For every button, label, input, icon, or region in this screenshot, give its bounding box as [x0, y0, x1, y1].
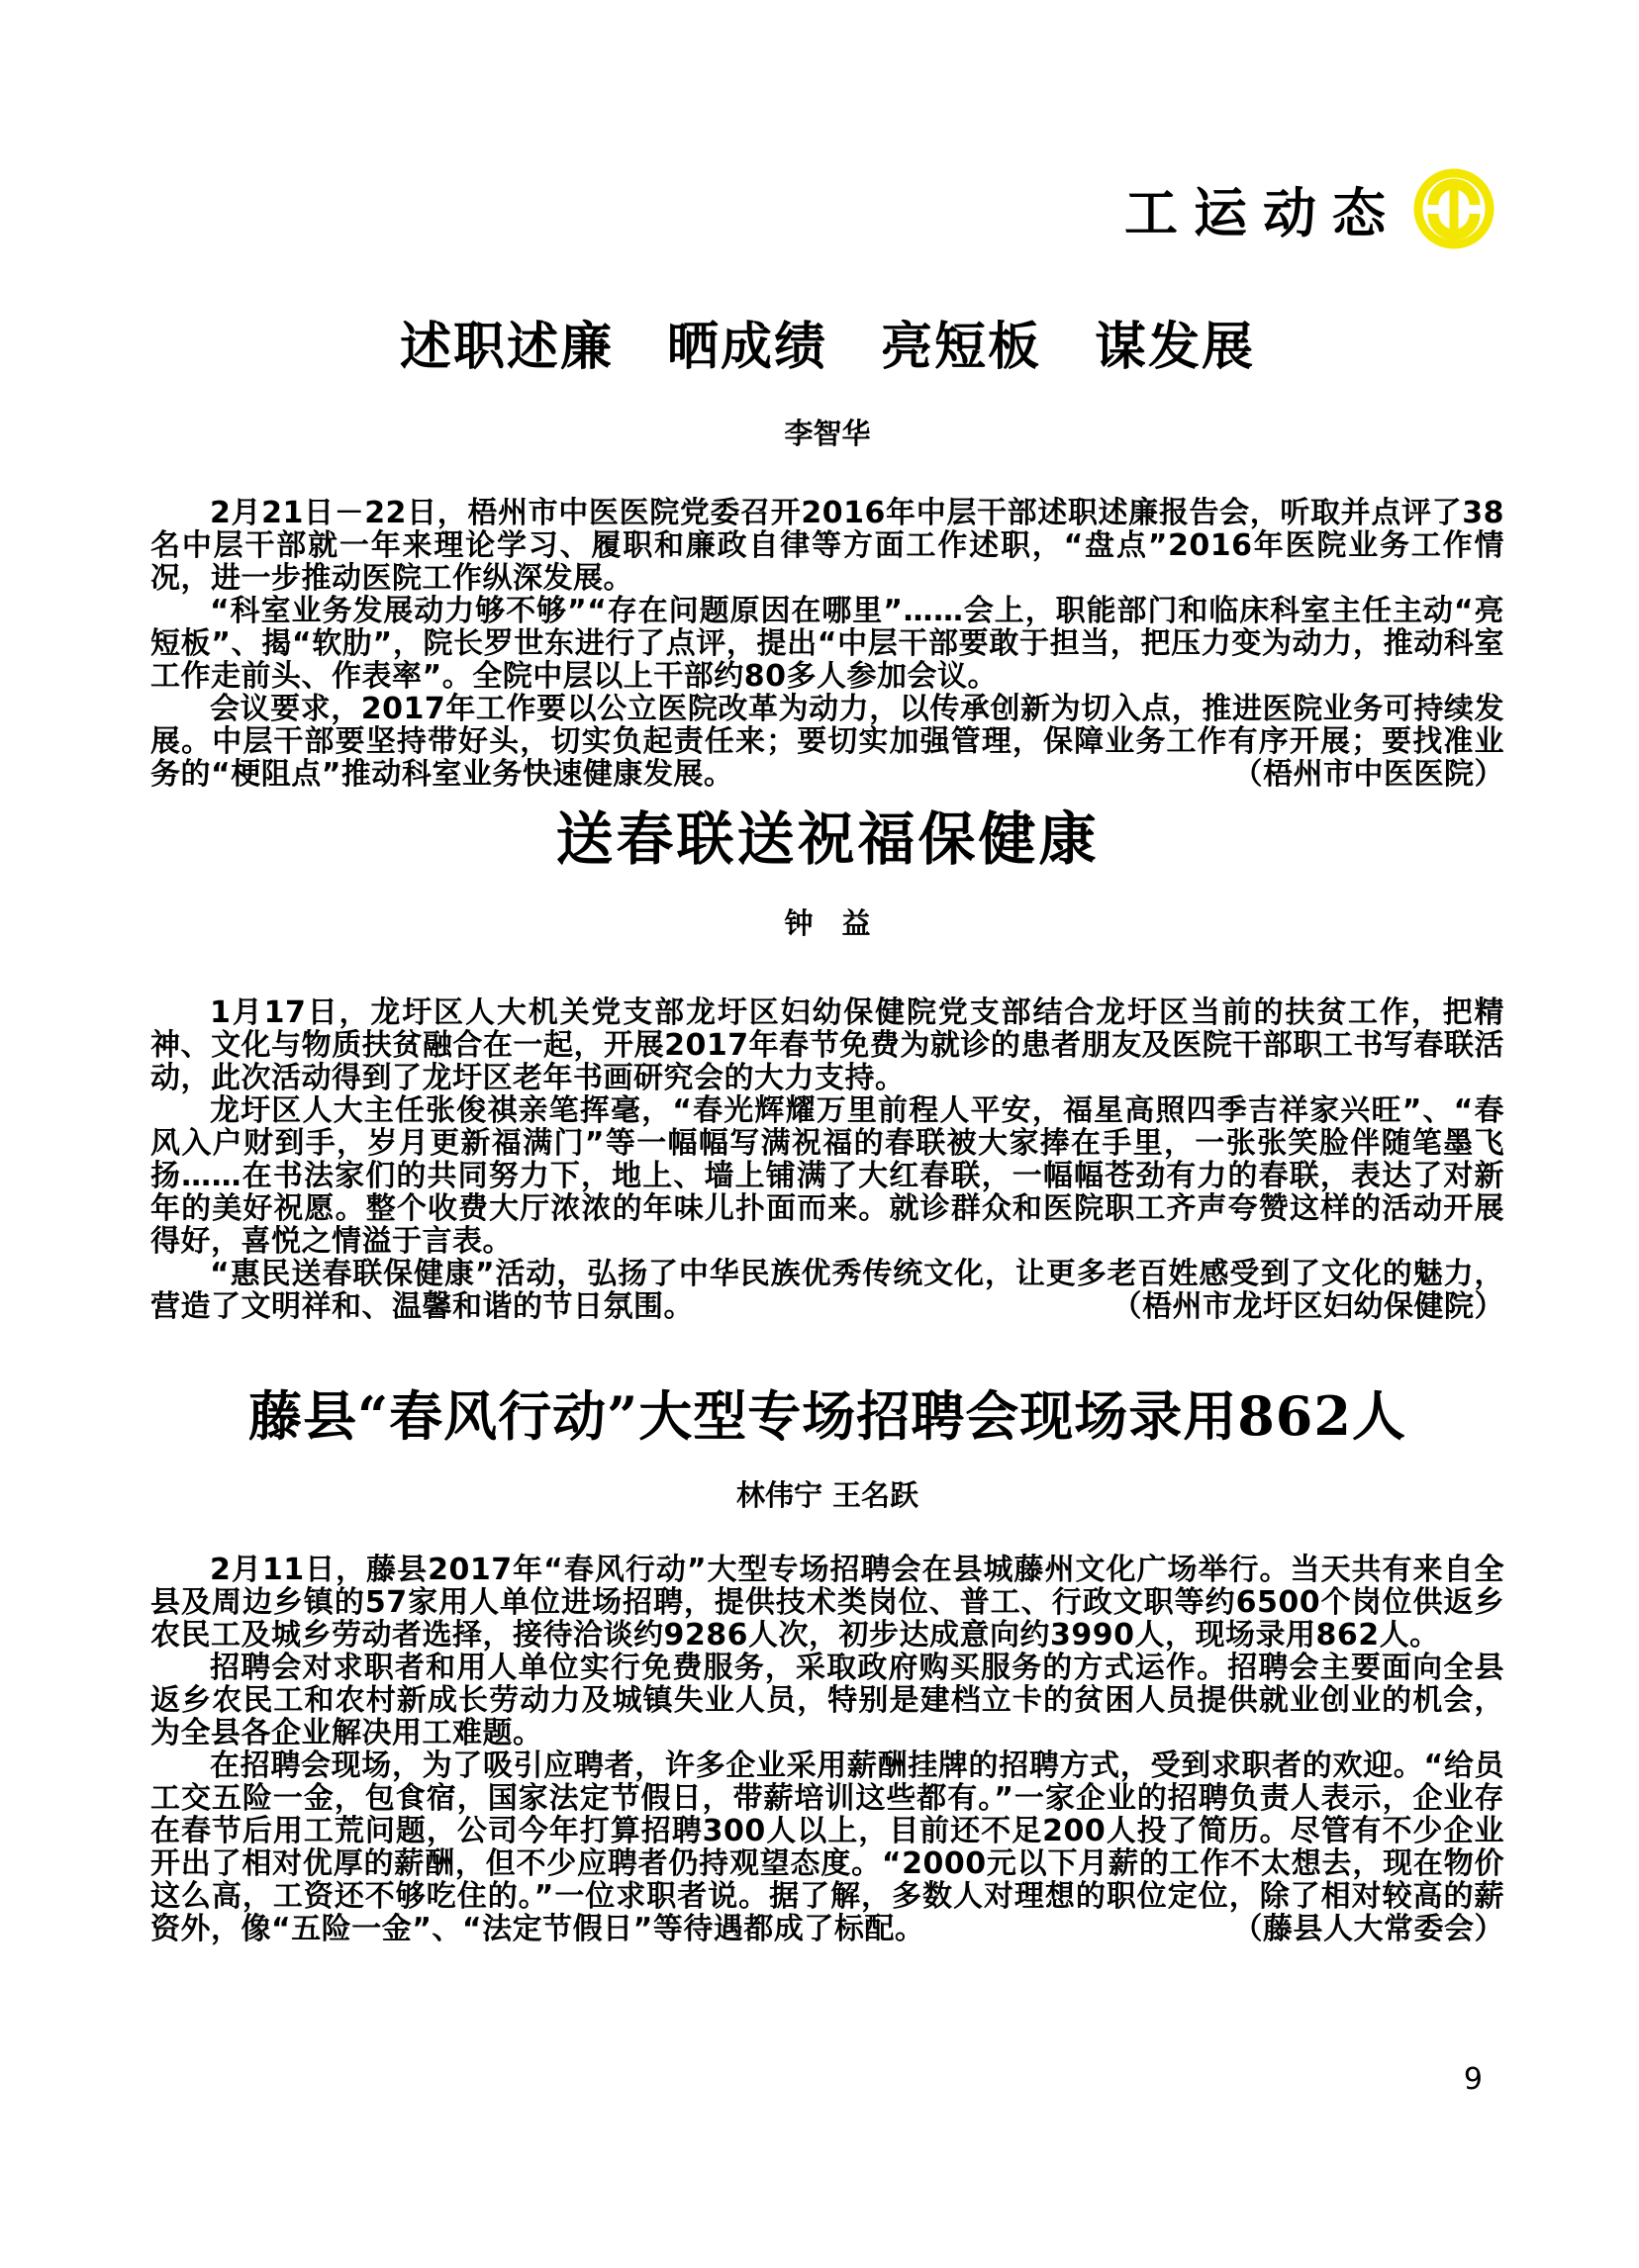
masthead — [1124, 168, 1494, 249]
article-tengxian-zhaopinhui — [150, 1384, 1504, 1945]
article-title: 送春联送祝福保健康 — [555, 805, 1100, 873]
paragraph — [150, 693, 1504, 791]
paragraph — [150, 1749, 1504, 1945]
trade-union-emblem-icon — [1413, 168, 1494, 249]
article-title: 藤县“春风行动”大型专场招聘会现场录用862人 — [248, 1384, 1406, 1448]
paragraph-text: 会议要求，2017年工作要以公立医院改革为动力，以传承创新为切入点，推进医院业务可持续发展。中层干部要坚持带好头，切实负起责任来；要切实加强管理，保障业务工作有序开展；要找准业务的“梗阻点”推动科室业务快速健康发展。 — [150, 692, 1504, 792]
page-number: 9 — [1463, 2062, 1483, 2097]
masthead-title: 工运动态 — [1124, 180, 1401, 244]
attribution: （梧州市龙圩区妇幼保健院） — [1111, 1289, 1504, 1324]
article-title: 述职述廉 晒成绩 亮短板 谋发展 — [399, 317, 1255, 377]
paragraph — [150, 1258, 1504, 1323]
article-author: 林伟宁 王名跃 — [735, 1478, 919, 1512]
article-author: 李智华 — [784, 417, 871, 450]
article-body — [150, 996, 1504, 1323]
paragraph: 1月17日，龙圩区人大机关党支部龙圩区妇幼保健院党支部结合龙圩区当前的扶贫工作，把精神、文化与物质扶贫融合在一起，开展2017年春节免费为就诊的患者朋友及医院干部职工书写春联活动，此次活动得到了龙圩区老年书画研究会的大力支持。 — [150, 995, 1504, 1095]
attribution: （梧州市中医医院） — [1232, 757, 1504, 792]
paragraph: 2月11日，藤县2017年“春风行动”大型专场招聘会在县城藤州文化广场举行。当天共有来自全县及周边乡镇的57家用人单位进场招聘，提供技术类岗位、普工、行政文职等约6500个岗位供返乡农民工及城乡劳动者选择，接待洽谈约9286人次，初步达成意向约3990人，现场录用862人。 — [150, 1553, 1504, 1653]
paragraph-text: 在招聘会现场，为了吸引应聘者，许多企业采用薪酬挂牌的招聘方式，受到求职者的欢迎。“给员工交五险一金，包食宿，国家法定节假日，带薪培训这些都有。”一家企业的招聘负责人表示，企业存在春节后用工荒问题，公司今年打算招聘300人以上，目前还不足200人投了简历。尽管有不少企业开出了相对优厚的薪酬，但不少应聘者仍持观望态度。“2000元以下月薪的工作不太想去，现在物价这么高，工资还不够吃住的。”一位求职者说。据了解，多数人对理想的职位定位，除了相对较高的薪资外，像“五险一金”、“法定节假日”等待遇都成了标配。 — [150, 1748, 1504, 1946]
paragraph: 招聘会对求职者和用人单位实行免费服务，采取政府购买服务的方式运作。招聘会主要面向全县返乡农民工和农村新成长劳动力及城镇失业人员，特别是建档立卡的贫困人员提供就业创业的机会，为全县各企业解决用工难题。 — [150, 1651, 1504, 1750]
article-song-chunlian — [150, 806, 1504, 1323]
article-author: 钟 益 — [784, 906, 871, 940]
article-body — [150, 1554, 1504, 1945]
paragraph-text: “惠民送春联保健康”活动，弘扬了中华民族优秀传统文化，让更多老百姓感受到了文化的魅力，营造了文明祥和、温馨和谐的节日氛围。 — [150, 1257, 1504, 1324]
attribution: （藤县人大常委会） — [1232, 1912, 1504, 1946]
paragraph: 龙圩区人大主任张俊祺亲笔挥毫，“春光辉耀万里前程人平安，福星高照四季吉祥家兴旺”、“春风入户财到手，岁月更新福满门”等一幅幅写满祝福的春联被大家捧在手里，一张张笑脸伴随笔墨飞扬……在书法家们的共同努力下，地上、墙上铺满了大红春联，一幅幅苍劲有力的春联，表达了对新年的美好祝愿。整个收费大厅浓浓的年味儿扑面而来。就诊群众和医院职工齐声夸赞这样的活动开展得好，喜悦之情溢于言表。 — [150, 1093, 1504, 1259]
paragraph: “科室业务发展动力够不够”“存在问题原因在哪里”……会上，职能部门和临床科室主任主动“亮短板”、揭“软肋”，院长罗世东进行了点评，提出“中层干部要敢于担当，把压力变为动力，推动科室工作走前头、作表率”。全院中层以上干部约80多人参加会议。 — [150, 594, 1504, 694]
article-shuzhi-shulian — [150, 317, 1504, 791]
article-body — [150, 497, 1504, 791]
page-content — [0, 317, 1639, 1945]
paragraph: 2月21日－22日，梧州市中医医院党委召开2016年中层干部述职述廉报告会，听取并点评了38名中层干部就一年来理论学习、履职和廉政自律等方面工作述职，“盘点”2016年医院业务工作情况，进一步推动医院工作纵深发展。 — [150, 496, 1504, 596]
